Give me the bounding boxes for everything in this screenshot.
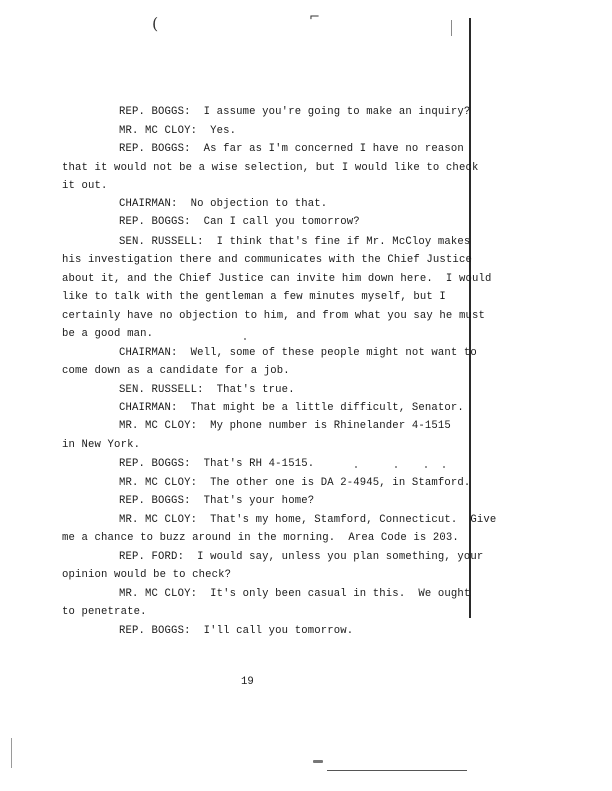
page-number: 19: [241, 676, 254, 688]
bottom-rule: [327, 770, 467, 771]
transcript-line: SEN. RUSSELL: I think that's fine if Mr. McCloy makes: [119, 236, 471, 248]
transcript-line: REP. BOGGS: I assume you're going to make an inquiry?: [119, 106, 471, 118]
scan-mark: ⌐: [309, 10, 320, 25]
scan-mark: (: [152, 14, 159, 33]
scan-speck: [395, 466, 397, 468]
transcript-line: it out.: [62, 180, 108, 192]
scan-speck: [355, 466, 357, 468]
transcript-line: MR. MC CLOY: My phone number is Rhinelander 4-1515: [119, 420, 451, 432]
transcript-line: that it would not be a wise selection, but I would like to check: [62, 162, 479, 174]
scan-speck: [443, 466, 445, 468]
transcript-line: opinion would be to check?: [62, 569, 232, 581]
transcript-line: CHAIRMAN: That might be a little difficult, Senator.: [119, 402, 464, 414]
transcript-line: me a chance to buzz around in the morning. Area Code is 203.: [62, 532, 459, 544]
margin-rule: [451, 20, 452, 36]
transcript-line: SEN. RUSSELL: That's true.: [119, 384, 295, 396]
transcript-line: to penetrate.: [62, 606, 147, 618]
transcript-line: be a good man.: [62, 328, 154, 340]
transcript-line: MR. MC CLOY: It's only been casual in this. We ought: [119, 588, 471, 600]
transcript-line: REP. BOGGS: That's your home?: [119, 495, 315, 507]
transcript-line: certainly have no objection to him, and from what you say he must: [62, 310, 485, 322]
transcript-line: about it, and the Chief Justice can invite him down here. I would: [62, 273, 492, 285]
transcript-line: his investigation there and communicates with the Chief Justice: [62, 254, 472, 266]
transcript-line: in New York.: [62, 439, 141, 451]
scan-speck: [244, 338, 246, 340]
margin-rule: [11, 738, 12, 768]
transcript-line: REP. BOGGS: Can I call you tomorrow?: [119, 216, 360, 228]
transcript-line: come down as a candidate for a job.: [62, 365, 290, 377]
transcript-line: CHAIRMAN: Well, some of these people might not want to: [119, 347, 477, 359]
transcript-line: like to talk with the gentleman a few minutes myself, but I: [62, 291, 446, 303]
transcript-line: REP. BOGGS: I'll call you tomorrow.: [119, 625, 354, 637]
transcript-line: CHAIRMAN: No objection to that.: [119, 198, 328, 210]
transcript-line: REP. BOGGS: As far as I'm concerned I have no reason: [119, 143, 464, 155]
scan-speck: [313, 760, 323, 763]
transcript-line: MR. MC CLOY: The other one is DA 2-4945, in Stamford.: [119, 477, 471, 489]
transcript-line: REP. BOGGS: That's RH 4-1515.: [119, 458, 315, 470]
transcript-line: MR. MC CLOY: Yes.: [119, 125, 237, 137]
transcript-line: REP. FORD: I would say, unless you plan something, your: [119, 551, 484, 563]
transcript-line: MR. MC CLOY: That's my home, Stamford, Connecticut. Give: [119, 514, 497, 526]
scan-speck: [425, 466, 427, 468]
